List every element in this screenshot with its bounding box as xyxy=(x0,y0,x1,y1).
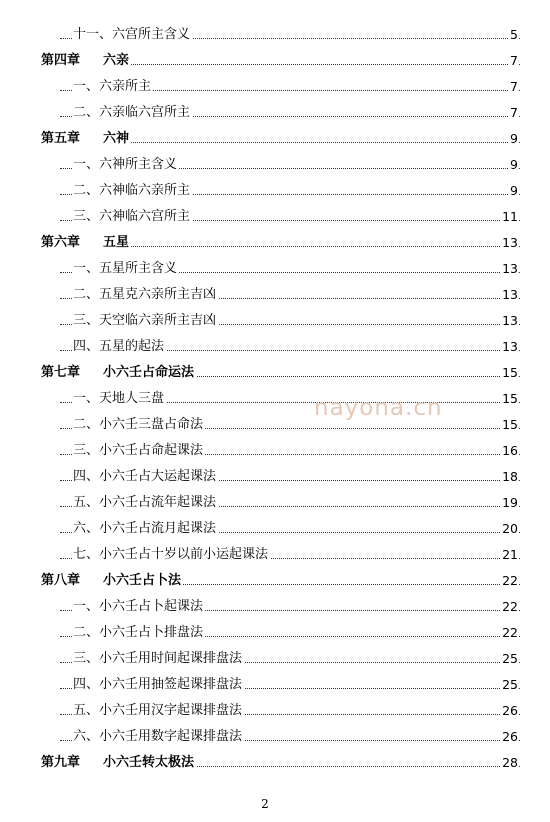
toc-entry-row[interactable] xyxy=(0,386,550,412)
toc-entry-row[interactable] xyxy=(0,698,550,724)
toc-chapter-row[interactable] xyxy=(0,568,550,594)
chapter-title: 六亲 xyxy=(103,53,130,68)
toc-title: 四、小六壬占大运起课法 xyxy=(73,464,218,490)
toc-title: 三、小六壬占命起课法 xyxy=(73,438,205,464)
toc-entry-row[interactable] xyxy=(0,178,550,204)
toc-title: 一、六亲所主 xyxy=(73,74,153,100)
toc-entry-row[interactable] xyxy=(0,438,550,464)
chapter-number: 第七章 xyxy=(41,365,81,380)
toc-title: 三、天空临六亲所主吉凶 xyxy=(73,308,218,334)
toc-page-number: 13 xyxy=(500,282,518,308)
toc-page-number: 13 xyxy=(500,256,518,282)
toc-title: 六、小六壬占流月起课法 xyxy=(73,516,218,542)
toc-title xyxy=(41,48,131,74)
toc-chapter-row[interactable] xyxy=(0,230,550,256)
toc-title: 六、小六壬用数字起课排盘法 xyxy=(73,724,244,750)
toc-title: 四、五星的起法 xyxy=(73,334,166,360)
toc-entry-row[interactable] xyxy=(0,620,550,646)
chapter-title: 六神 xyxy=(103,131,130,146)
toc-page-number: 13 xyxy=(500,230,518,256)
toc-entry-row[interactable] xyxy=(0,594,550,620)
toc-title: 二、小六壬占卜排盘法 xyxy=(73,620,205,646)
watermark: nayona.cn xyxy=(314,395,443,421)
toc-page-number: 22 xyxy=(500,620,518,646)
chapter-number: 第四章 xyxy=(41,53,81,68)
toc-entry-row[interactable] xyxy=(0,22,550,48)
page-number: 2 xyxy=(261,797,269,811)
toc-title: 一、小六壬占卜起课法 xyxy=(73,594,205,620)
toc-title xyxy=(41,126,131,152)
toc-entry-row[interactable] xyxy=(0,724,550,750)
toc-title: 三、六神临六宫所主 xyxy=(73,204,192,230)
toc-page-number: 22 xyxy=(500,594,518,620)
toc-title: 一、六神所主含义 xyxy=(73,152,179,178)
toc-title: 二、五星克六亲所主吉凶 xyxy=(73,282,218,308)
chapter-number: 第五章 xyxy=(41,131,81,146)
toc-page-number: 13 xyxy=(500,308,518,334)
toc-title: 二、六亲临六宫所主 xyxy=(73,100,192,126)
toc-title xyxy=(41,568,183,594)
toc-page-number: 15 xyxy=(500,386,518,412)
chapter-number: 第九章 xyxy=(41,755,81,770)
toc-entry-row[interactable] xyxy=(0,672,550,698)
toc-entry-row[interactable] xyxy=(0,256,550,282)
toc-chapter-row[interactable] xyxy=(0,360,550,386)
toc-page-number: 7 xyxy=(508,48,518,74)
toc-entry-row[interactable] xyxy=(0,516,550,542)
toc-title xyxy=(41,360,196,386)
toc-entry-row[interactable] xyxy=(0,152,550,178)
toc-entry-row[interactable] xyxy=(0,74,550,100)
toc-entry-row[interactable] xyxy=(0,308,550,334)
toc-page-number: 7 xyxy=(508,74,518,100)
toc-title: 三、小六壬用时间起课排盘法 xyxy=(73,646,244,672)
toc-title: 二、六神临六亲所主 xyxy=(73,178,192,204)
toc-entry-row[interactable] xyxy=(0,204,550,230)
toc-page-number: 7 xyxy=(508,100,518,126)
toc-title xyxy=(41,230,131,256)
toc-entry-row[interactable] xyxy=(0,490,550,516)
toc-title: 一、天地人三盘 xyxy=(73,386,166,412)
toc-entry-row[interactable] xyxy=(0,542,550,568)
toc-page-number: 19 xyxy=(500,490,518,516)
toc-chapter-row[interactable] xyxy=(0,48,550,74)
toc-chapter-row[interactable] xyxy=(0,126,550,152)
toc-page-number: 9 xyxy=(508,152,518,178)
toc-title: 五、小六壬用汉字起课排盘法 xyxy=(73,698,244,724)
chapter-title: 小六壬占卜法 xyxy=(103,573,182,588)
toc-page-number: 20 xyxy=(500,516,518,542)
toc-page-number: 15 xyxy=(500,360,518,386)
toc-page-number: 18 xyxy=(500,464,518,490)
toc-page-number: 25 xyxy=(500,672,518,698)
toc-page-number: 21 xyxy=(500,542,518,568)
chapter-title: 五星 xyxy=(103,235,130,250)
toc-entry-row[interactable] xyxy=(0,412,550,438)
toc-page-number: 26 xyxy=(500,698,518,724)
toc-title: 一、五星所主含义 xyxy=(73,256,179,282)
toc-entry-row[interactable] xyxy=(0,646,550,672)
toc-page-number: 22 xyxy=(500,568,518,594)
toc-chapter-row[interactable] xyxy=(0,750,550,776)
toc-page-number: 28 xyxy=(500,750,518,776)
chapter-title: 小六壬占命运法 xyxy=(103,365,195,380)
toc-page-number: 5 xyxy=(508,22,518,48)
toc-page-number: 16 xyxy=(500,438,518,464)
toc-title: 二、小六壬三盘占命法 xyxy=(73,412,205,438)
chapter-title: 小六壬转太极法 xyxy=(103,755,195,770)
chapter-number: 第八章 xyxy=(41,573,81,588)
toc-page-number: 26 xyxy=(500,724,518,750)
toc-title: 四、小六壬用抽签起课排盘法 xyxy=(73,672,244,698)
toc-title: 十一、六宫所主含义 xyxy=(73,22,192,48)
toc-entry-row[interactable] xyxy=(0,100,550,126)
table-of-contents xyxy=(0,22,550,776)
toc-page-number: 15 xyxy=(500,412,518,438)
toc-title xyxy=(41,750,196,776)
toc-title: 五、小六壬占流年起课法 xyxy=(73,490,218,516)
toc-page-number: 25 xyxy=(500,646,518,672)
chapter-number: 第六章 xyxy=(41,235,81,250)
toc-entry-row[interactable] xyxy=(0,282,550,308)
toc-entry-row[interactable] xyxy=(0,334,550,360)
toc-page-number: 11 xyxy=(500,204,518,230)
toc-page-number: 9 xyxy=(508,126,518,152)
toc-entry-row[interactable] xyxy=(0,464,550,490)
toc-page-number: 13 xyxy=(500,334,518,360)
toc-page-number: 9 xyxy=(508,178,518,204)
toc-title: 七、小六壬占十岁以前小运起课法 xyxy=(73,542,270,568)
